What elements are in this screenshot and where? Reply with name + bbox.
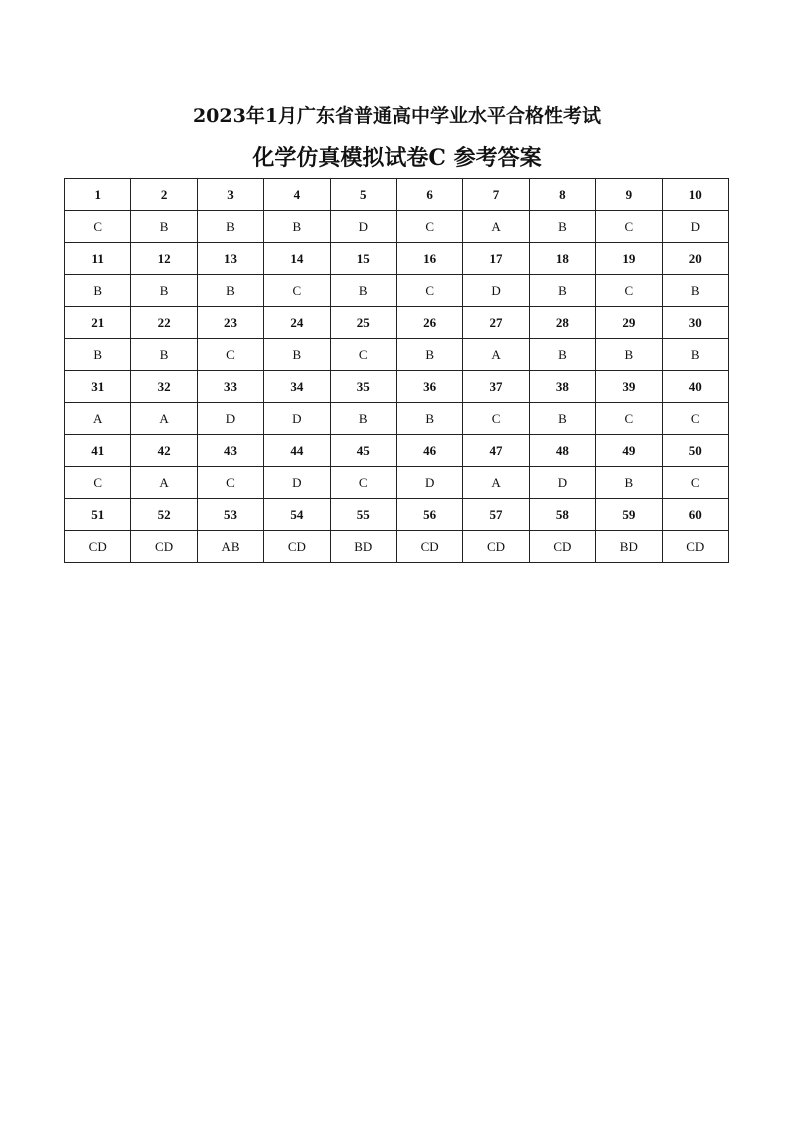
- answer-cell: C: [264, 275, 330, 307]
- answer-row: [65, 467, 729, 499]
- answer-cell: C: [65, 467, 131, 499]
- answer-cell: B: [330, 403, 396, 435]
- answer-cell: D: [529, 467, 595, 499]
- answer-cell: B: [197, 275, 263, 307]
- question-number-cell: 31: [65, 371, 131, 403]
- question-number-cell: 29: [596, 307, 662, 339]
- question-number-cell: 4: [264, 179, 330, 211]
- question-number-row: [65, 243, 729, 275]
- answer-cell: AB: [197, 531, 263, 563]
- answer-row: [65, 531, 729, 563]
- answer-cell: B: [662, 339, 728, 371]
- question-number-cell: 51: [65, 499, 131, 531]
- answer-cell: CD: [529, 531, 595, 563]
- question-number-cell: 2: [131, 179, 197, 211]
- question-number-row: [65, 307, 729, 339]
- question-number-cell: 11: [65, 243, 131, 275]
- answer-cell: B: [596, 339, 662, 371]
- question-number-cell: 49: [596, 435, 662, 467]
- answer-cell: B: [596, 467, 662, 499]
- question-number-cell: 36: [396, 371, 462, 403]
- answer-cell: C: [596, 211, 662, 243]
- question-number-cell: 58: [529, 499, 595, 531]
- question-number-cell: 26: [396, 307, 462, 339]
- question-number-cell: 15: [330, 243, 396, 275]
- answer-table-body: [65, 179, 729, 563]
- answer-cell: D: [330, 211, 396, 243]
- question-number-cell: 35: [330, 371, 396, 403]
- question-number-cell: 8: [529, 179, 595, 211]
- answer-cell: C: [596, 403, 662, 435]
- answer-cell: B: [65, 275, 131, 307]
- answer-cell: B: [529, 211, 595, 243]
- question-number-cell: 42: [131, 435, 197, 467]
- question-number-row: [65, 371, 729, 403]
- question-number-cell: 21: [65, 307, 131, 339]
- answer-cell: B: [197, 211, 263, 243]
- answer-row: [65, 403, 729, 435]
- question-number-cell: 37: [463, 371, 529, 403]
- answer-cell: D: [197, 403, 263, 435]
- question-number-row: [65, 179, 729, 211]
- answer-cell: C: [197, 467, 263, 499]
- answer-cell: B: [65, 339, 131, 371]
- question-number-cell: 54: [264, 499, 330, 531]
- question-number-cell: 19: [596, 243, 662, 275]
- answer-cell: A: [463, 211, 529, 243]
- question-number-cell: 10: [662, 179, 728, 211]
- question-number-cell: 50: [662, 435, 728, 467]
- question-number-row: [65, 499, 729, 531]
- answer-cell: B: [529, 275, 595, 307]
- question-number-cell: 46: [396, 435, 462, 467]
- answer-cell: C: [596, 275, 662, 307]
- answer-cell: C: [662, 403, 728, 435]
- question-number-cell: 60: [662, 499, 728, 531]
- answer-cell: B: [396, 339, 462, 371]
- answer-cell: CD: [396, 531, 462, 563]
- answer-cell: C: [396, 211, 462, 243]
- answer-cell: D: [264, 467, 330, 499]
- answer-cell: A: [131, 467, 197, 499]
- answer-cell: C: [463, 403, 529, 435]
- answer-cell: C: [396, 275, 462, 307]
- question-number-cell: 39: [596, 371, 662, 403]
- question-number-cell: 30: [662, 307, 728, 339]
- answer-cell: B: [529, 339, 595, 371]
- question-number-cell: 5: [330, 179, 396, 211]
- question-number-cell: 56: [396, 499, 462, 531]
- answer-cell: D: [396, 467, 462, 499]
- question-number-cell: 45: [330, 435, 396, 467]
- question-number-cell: 20: [662, 243, 728, 275]
- answer-cell: A: [131, 403, 197, 435]
- answer-cell: B: [662, 275, 728, 307]
- answer-cell: BD: [330, 531, 396, 563]
- question-number-cell: 16: [396, 243, 462, 275]
- answer-cell: A: [463, 467, 529, 499]
- question-number-cell: 25: [330, 307, 396, 339]
- answer-row: [65, 275, 729, 307]
- question-number-cell: 28: [529, 307, 595, 339]
- answer-cell: C: [330, 339, 396, 371]
- answer-cell: B: [396, 403, 462, 435]
- answer-cell: A: [65, 403, 131, 435]
- answer-cell: CD: [264, 531, 330, 563]
- question-number-cell: 14: [264, 243, 330, 275]
- question-number-cell: 57: [463, 499, 529, 531]
- answer-cell: D: [463, 275, 529, 307]
- answer-cell: C: [65, 211, 131, 243]
- answer-key-title: 化学仿真模拟试卷C 参考答案: [252, 145, 542, 171]
- question-number-cell: 32: [131, 371, 197, 403]
- question-number-cell: 12: [131, 243, 197, 275]
- answer-cell: CD: [662, 531, 728, 563]
- answer-row: [65, 211, 729, 243]
- answer-cell: CD: [65, 531, 131, 563]
- question-number-cell: 27: [463, 307, 529, 339]
- answer-cell: C: [197, 339, 263, 371]
- question-number-cell: 13: [197, 243, 263, 275]
- answer-cell: D: [662, 211, 728, 243]
- question-number-cell: 9: [596, 179, 662, 211]
- answer-cell: B: [330, 275, 396, 307]
- answer-cell: B: [264, 339, 330, 371]
- answer-cell: B: [529, 403, 595, 435]
- exam-title: 2023年1月广东省普通高中学业水平合格性考试: [192, 105, 602, 127]
- question-number-cell: 40: [662, 371, 728, 403]
- question-number-cell: 55: [330, 499, 396, 531]
- question-number-cell: 6: [396, 179, 462, 211]
- question-number-cell: 23: [197, 307, 263, 339]
- answer-cell: CD: [131, 531, 197, 563]
- answer-cell: B: [131, 339, 197, 371]
- question-number-cell: 3: [197, 179, 263, 211]
- answer-cell: A: [463, 339, 529, 371]
- question-number-cell: 22: [131, 307, 197, 339]
- answer-cell: B: [264, 211, 330, 243]
- question-number-cell: 48: [529, 435, 595, 467]
- question-number-cell: 41: [65, 435, 131, 467]
- answer-cell: B: [131, 275, 197, 307]
- question-number-cell: 44: [264, 435, 330, 467]
- question-number-cell: 34: [264, 371, 330, 403]
- answer-cell: D: [264, 403, 330, 435]
- answer-cell: CD: [463, 531, 529, 563]
- question-number-cell: 1: [65, 179, 131, 211]
- question-number-cell: 53: [197, 499, 263, 531]
- question-number-cell: 7: [463, 179, 529, 211]
- question-number-cell: 33: [197, 371, 263, 403]
- question-number-cell: 17: [463, 243, 529, 275]
- answer-cell: BD: [596, 531, 662, 563]
- question-number-cell: 38: [529, 371, 595, 403]
- answer-cell: C: [662, 467, 728, 499]
- question-number-cell: 18: [529, 243, 595, 275]
- answer-row: [65, 339, 729, 371]
- question-number-cell: 43: [197, 435, 263, 467]
- answer-cell: B: [131, 211, 197, 243]
- answer-cell: C: [330, 467, 396, 499]
- question-number-cell: 24: [264, 307, 330, 339]
- question-number-row: [65, 435, 729, 467]
- answer-table: [64, 178, 729, 563]
- question-number-cell: 59: [596, 499, 662, 531]
- question-number-cell: 52: [131, 499, 197, 531]
- question-number-cell: 47: [463, 435, 529, 467]
